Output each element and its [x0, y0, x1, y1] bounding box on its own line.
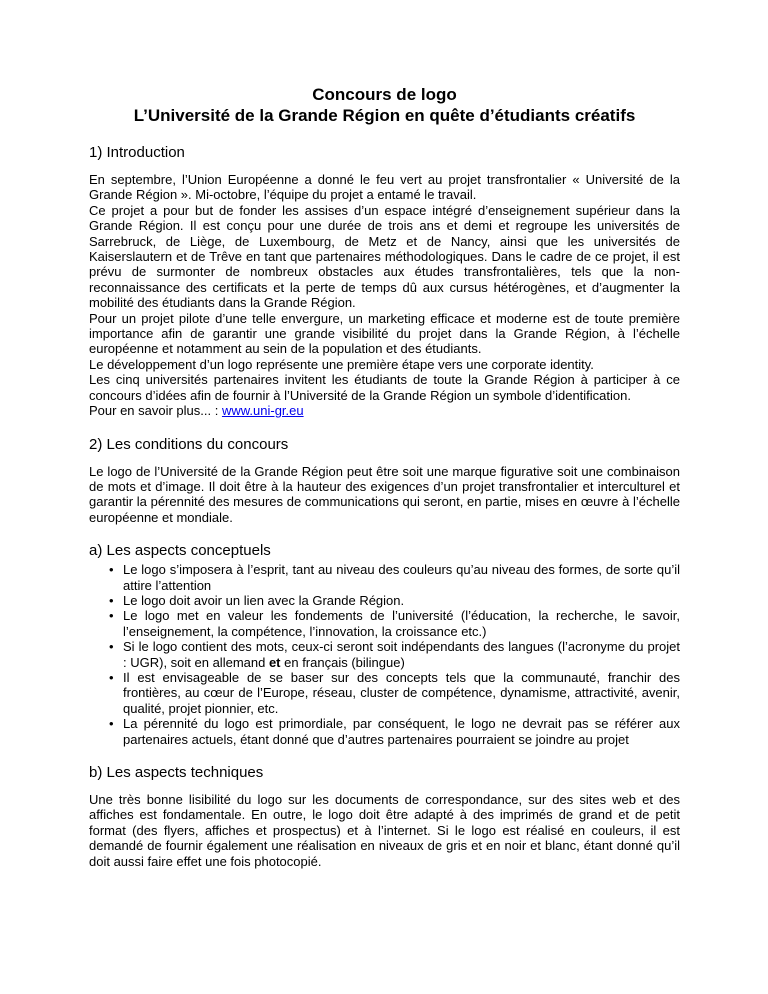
list-item-text: La pérennité du logo est primordiale, par conséquent, le logo ne devrait pas se référer aux partenaires actuels, étant donné que d’autres partenaires pourraient se joindre au projet — [123, 716, 680, 747]
list-item — [111, 670, 680, 716]
bullet-icon: • — [109, 716, 114, 732]
title-line-2: L’Université de la Grande Région en quête d’étudiants créatifs — [133, 106, 636, 125]
more-info-prefix: Pour en savoir plus... : — [89, 403, 222, 419]
list-item — [111, 716, 680, 747]
list-item — [111, 639, 680, 670]
list-item-text: Le logo doit avoir un lien avec la Grande Région. — [123, 592, 405, 608]
bullet-icon: • — [109, 562, 114, 578]
intro-paragraph-2: Ce projet a pour but de fonder les assises d’un espace intégré d’enseignement supérieur dans la Grande Région. Il est conçu pour une durée de trois ans et demi et regroupe les universités de Sarrebruck, de Liège, de Luxembourg, de Metz et de Nancy, ainsi que les universités de Kaiserslautern et de Trêve en tant que partenaires méthodologiques. Dans le cadre de ce projet, il est prévu de surmonter de nombreux obstacles aux études transfrontalières, tels que la non-reconnaissance des certificats et la perte de temps dû aux cursus hétérogènes, et d’augmenter la mobilité des étudiants dans la Grande Région. — [89, 202, 680, 311]
website-link[interactable]: www.uni-gr.eu — [221, 403, 304, 419]
document-page — [89, 84, 680, 869]
title-line-1: Concours de logo — [312, 85, 457, 104]
section-heading-technical: b) Les aspects techniques — [89, 764, 264, 781]
more-info-line — [89, 403, 680, 418]
list-item-text-pre: Si le logo contient des mots, ceux-ci seront soit indépendants des langues (l’acronyme du projet : UGR), soit en allemand — [123, 639, 680, 670]
list-item — [111, 608, 680, 639]
intro-paragraph-5: Les cinq universités partenaires invitent les étudiants de toute la Grande Région à participer à ce concours d’idées afin de fournir à l’Université de la Grande Région un symbole d’identification. — [89, 372, 680, 403]
intro-paragraph-1: En septembre, l’Union Européenne a donné le feu vert au projet transfrontalier « Université de la Grande Région ». Mi-octobre, l’équipe du projet a entamé le travail. — [89, 172, 680, 203]
list-item-text: Il est envisageable de se baser sur des concepts tels que la communauté, franchir des frontières, au cœur de l’Europe, réseau, cluster de compétence, dynamisme, attractivité, avenir, qualité, projet pionnier, etc. — [123, 669, 680, 716]
section-heading-introduction: 1) Introduction — [89, 144, 185, 161]
section-heading-conceptual: a) Les aspects conceptuels — [89, 542, 271, 560]
bullet-icon: • — [109, 592, 114, 608]
document-title — [89, 84, 680, 126]
list-item-text-post: en français (bilingue) — [280, 654, 405, 670]
conceptual-list — [89, 562, 680, 747]
list-item-text: Le logo met en valeur les fondements de l’université (l’éducation, la recherche, le savoir, l’enseignement, la compétence, l’innovation, la croissance etc.) — [123, 608, 680, 639]
list-item-text: Le logo s’imposera à l’esprit, tant au niveau des couleurs qu’au niveau des formes, de sorte qu’il attire l’attention — [123, 562, 680, 593]
section-heading-conditions: 2) Les conditions du concours — [89, 435, 289, 453]
intro-paragraph-4: Le développement d’un logo représente une première étape vers une corporate identity. — [89, 356, 594, 372]
bullet-icon: • — [109, 639, 114, 655]
technical-paragraph: Une très bonne lisibilité du logo sur les documents de correspondance, sur des sites web et des affiches est fondamentale. En outre, le logo doit être adapté à des imprimés de grand et de petit format (des flyers, affiches et prospectus) et à l’internet. Si le logo est réalisé en couleurs, il est demandé de fournir également une réalisation en niveaux de gris et en noir et blanc, étant donné qu’il doit aussi faire effet une fois photocopié. — [89, 792, 680, 869]
intro-paragraph-3: Pour un projet pilote d’une telle envergure, un marketing efficace et moderne est de toute première importance afin de garantir une grande visibilité du projet dans la Grande Région, à l’échelle européenne et notamment au sein de la population et des étudiants. — [89, 310, 680, 357]
list-item — [111, 593, 680, 608]
bullet-icon: • — [109, 669, 114, 685]
list-item — [111, 562, 680, 593]
list-item-text-bold: et — [268, 654, 281, 670]
conditions-paragraph: Le logo de l’Université de la Grande Région peut être soit une marque figurative soit une combinaison de mots et d’image. Il doit être à la hauteur des exigences d’un projet transfrontalier et interculturel et garantir la pérennité des mesures de communications qui seront, en partie, mises en œuvre à l’échelle européenne et mondiale. — [89, 463, 680, 525]
bullet-icon: • — [109, 608, 114, 624]
